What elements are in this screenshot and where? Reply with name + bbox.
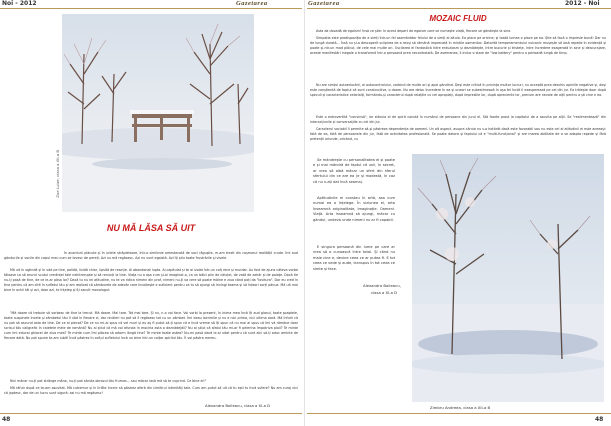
left-paragraph-5: Mă răfuir după ce te-am ascultat. Mă cutremur și în lirište încerc să păstrez aferă din cimitirul intimități tale. Cum am putut să uit că tu ești tu încă sufere? Nu am curaj nici că joptesc, dar de un lucru sunt sigură: azi nu mă regăsesc!	[4, 386, 298, 396]
left-article-title: NU MĂ LĂSA SĂ UIT	[106, 223, 196, 233]
right-footer-rule	[307, 413, 611, 414]
right-paragraph-4: Este o extrovertită "convinsă", iar stăruia ei de spirit constă în numărul de persoane din jurul ei. Stă foarte prost la capitolul de a asculta pe alții. Se "realimentează" din interacțiunile și conversațiile cu cei din jur.	[310, 115, 606, 125]
winter-painting-right	[412, 154, 604, 402]
right-column-paragraph-3: E singura persoană din lume pe care ar vrea să o cunoască între total. Și când nu maie cine e, devine ceea ce ar putea fi. E tot ceea ce vede și aude, transpus în tot ceea ce simte și face.	[313, 245, 395, 271]
left-paragraph-4: Nici măcar nu-ți pot strânge mâna, nu-ți pot săruta obrazul tău frumos... sau măcar lasă mă să te cuprind. Ce bine ei!"	[10, 379, 207, 383]
winter-landscape-illustration	[62, 14, 254, 212]
left-signature: Alexandra Bolleacu, clasa a XI-a D	[205, 403, 271, 408]
right-painting-caption: Zimbru Andreea, clasa a XII-a B	[430, 405, 491, 410]
right-header-rule	[307, 8, 611, 9]
right-signature-class: clasa a XI-a D	[371, 290, 398, 295]
winter-lake-illustration	[412, 154, 604, 402]
right-signature-name: Alexandra Bolleacu,	[363, 283, 401, 288]
right-article-title: MOZAIC FLUID	[429, 14, 487, 23]
left-paragraph-3: "Mă doare că trebuie să vorbesc de tine la trecut. Mă doare. Mai tare. Tot mai tare. Și nu, n-o voi face. Voi vorbi la prezent, în inima mea încă îți aud glasul, toate șoaptele, toate suspinele încete și zâmbetul tău îl văd în fiecare zi, dar nicăieri nu pot să îl regăsesc tot cu un zâmbet. Îmi beau lacrimile și nu e nici prima, nici ultima oară. Mă înfurii că nu pot să ascund asta de tine. De ce ai plecat? De ce nu mi-ai spus că vei muri și eu aș fi putut să-ți spun că e încă vreme să îți spun că nu mai ai spus că îmi vă rămâne doar scrisul tău caligrafic în caietele mele de română? Nu ai știut că mă voi afunda în mocirla asta a deznădejdii? Nu ai știut că sfatul tău mi-ar fi pelerina împotriva ploii? Te minte cum îmi educai ghiocei de ziua mea? Te minte cum îmi plăcea să adorm lângă tine? Te minte toate astea? Nu-mi pasă dacă le-ai uitat pentru că sunt aici să-ți aduc aminte de fiecare dată. Nu pot spune te-am iubit! Încă păstrez în colțul sufletului încă un bine într-un colțar spiritul tău. Îl voi păstra mereu.	[4, 311, 298, 341]
left-paragraph-2: Mă uit în oglindă și în văd pe tine, palidă, lividă chiar, lipsită de reacție. Ai abandonat lupta. Ai capitulat și te ai izolat într-un colț rece și murdar. Au fost de ajuns câteva vorbe tăioase ca să arunci scutul credinței tale neîntrerupte și să renunți la tine. Viața nu a așa cum și-ai imaginat-o, ca un bâlci plin de căluței, de vată de zahăr și de paiațe. Dacă tie nu-ți pasă de tine, de ce le-ar păsa lor? Dacă tu nu iei atitudine, nu te va ridica nimeni din praf, nimeni nu-ți va cere să poate măine e ziua când poți da "lovitura". Dar eu cred în tine pentru că am citit în sufletul tău și am realizat că sâmburele de adevăr care încolțește e suficient pentru ca tu să ajungi să învingi teama și să înțeori sorți pânua. Mă uit mai bine în ochii tăi și azi, doar azi, te înțeleg și îți ascult monologul:	[4, 268, 298, 293]
right-paragraph-2: Simpatia este predispoziția de a simți într-un fel asemănător felului de a simți al altuia. Ea place pe oricine; și toată lumea o place pe ea. Știe să facă o impresie bună! Dar nu de lungă durată... Însă nu și-a descoperit sclipirea de a reuși să rămână imprecată în mintile oamenilor. Datorită temperamentului vulcanic reușește să iasă repede în evidență și poate și-ntr-un mod plăcut, de cele mai multe ori. Oscilarea ei fantastică între entuziasm și deznădejde, între bucurie și tristețe, între încredere exagerată în sine și descurajare, aceste manifestări inegale o transformă într-o persoană prea necontrolată. De asemenea, îi induc o stare de "low battery" pentru o perioadă lungă de timp.	[310, 36, 606, 56]
left-header-rule	[0, 8, 302, 9]
winter-painting-left	[62, 14, 254, 212]
left-header-magazine: Gazetarea	[236, 0, 268, 7]
right-column-paragraph-1: Se mândrește cu personalitatea ei și poate e și mai mândră de faptul că unii, în secret, ar vrea să aibă măcar un sfert din sferul sfertului din ce are ea (e și modestă, în caz că nu v-ați dat încă seama).	[313, 158, 395, 184]
page-spine	[304, 0, 305, 426]
left-header-issue: Noi - 2012	[2, 0, 37, 7]
right-paragraph-5: Caracterul sociabil îi permite să-și păstreze dependența de oameni. Un alt aspect, asupra căruia nu s-a hotărât dacă este favorabil sau nu este cel al atitudinii ei este aceeași: fată de ea, fată de persoanele din jur, fată de activitatea profesională. Se poate datora și faptului că e "multi-funcțional" și are marea abilitate de a se adapta repede și fără pretenții oriunde, oricând, cu	[310, 127, 606, 142]
right-page-number: 48	[595, 416, 604, 423]
left-paragraph-1: În acordurii plăcute și în urlete străpietoare, într-o simfonie amestecată de voci răgușite, m-am trezit din coșmarul realității crude. Îmi aud gândurile și vocile din capul meu cum se lovesc de pereți. Azi nu mă regăsesc. Azi nu sunt egoistă. Azi îți știu toate frustrările și visele.	[4, 251, 298, 261]
right-paragraph-1: Asta da dovadă de egoism! Însă ce știe: în acest depart de egoism care se numește viață, fiecare se gândește la sine.	[316, 29, 512, 33]
right-header-issue: 2012 - Noi	[565, 0, 600, 7]
right-paragraph-3: Nu are simțul autoeducării, al autocontrolului, vorbind de multe ori și apoi gândind. Deși este critică în privința multor lucruri, nu acceptă prea deschis opiniile negative și, deși este conștientă de faptul că sunt constructive, o doare. Nu are deloc încredere în ea și uneori se subestimează în așa fel încât îi exasperează pe cei din jur. Ea trăiește doar după speculi și caracteristice celorlalți, formându-și caracterul după relațiile cu cei apropiați, după impresiile lor, după aprecierile lor, precum are nevoie de alții pentru a ști cine e ea.	[310, 83, 606, 98]
left-painting-caption: Zoe Luize, clasa a XII-a B	[55, 150, 60, 198]
left-page-number: 48	[2, 416, 11, 423]
right-header-magazine: Gazetarea	[308, 0, 340, 7]
left-footer-rule	[0, 413, 302, 414]
right-column-paragraph-2: Aptitudinile ei constau în artă, asa cum numai ea o înțelege. În viziunea ei, arta înseamnă originalitate, imaginație. Oameni. Viață. Arta înseamnă să ajungi, măcar cu gândul, undeva unde nimeni nu ar fi capabil.	[313, 196, 395, 222]
